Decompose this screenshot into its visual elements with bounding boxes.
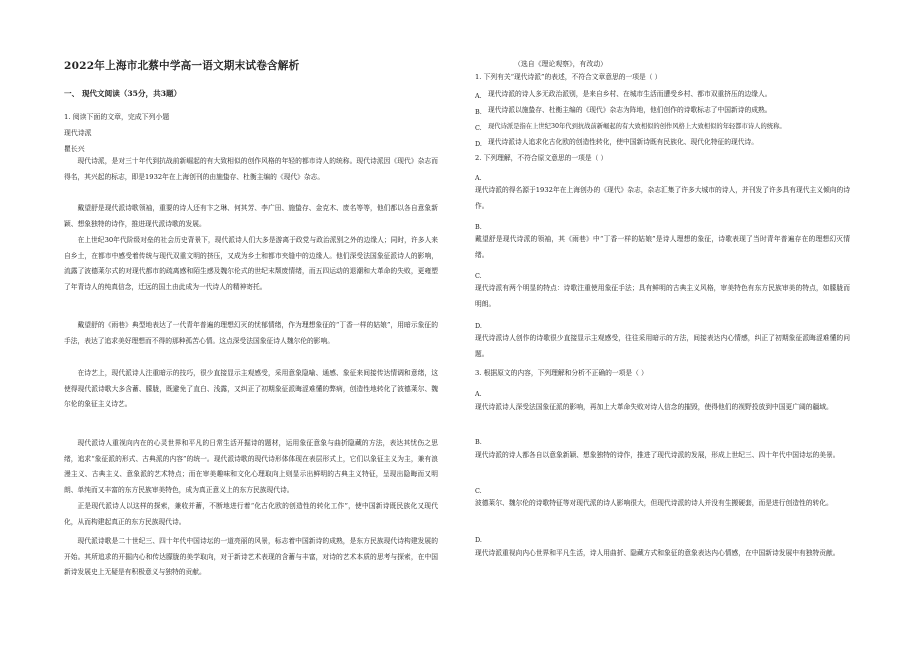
option-text: 现代诗派的得名源于1932年在上海创办的《现代》杂志，杂志汇集了许多大城市的诗人，并刊发了许多具有现代主义倾向的诗作。 <box>475 186 850 210</box>
article-author: 瞿长兴 <box>64 145 85 153</box>
option-text: 现代诗派是指在上世纪30年代到抗战前新崛起的有大致相似的创作风格上大致相似的年轻都市诗人的统称。 <box>488 123 786 130</box>
question-stem: 1. 下列有关“现代诗派”的表述，不符合文章意思的一项是（ ） <box>475 73 662 81</box>
source-note: （选自《理论观察》，有改动） <box>514 60 608 68</box>
question-intro: 1. 阅读下面的文章，完成下列小题 <box>64 113 170 121</box>
option-text: 戴望舒是现代诗派的领袖，其《雨巷》中“丁香一样的姑娘”是诗人理想的象征，诗歌表现了当时青年普遍存在的理想幻灭情绪。 <box>475 235 850 259</box>
option-letter: A. <box>475 92 482 100</box>
option-text: 现代诗派以施蛰存、杜衡主编的《现代》杂志为阵地，他们创作的诗歌标志了中国新诗的成熟。 <box>488 106 772 114</box>
option-letter: D. <box>475 140 482 148</box>
option-letter: D. <box>475 322 482 330</box>
option-text: 现代诗派的诗人都各自以意象新颖、想象独特的诗作，推进了现代诗派的发展，形成上世纪三、四十年代中国诗坛的美景。 <box>475 451 840 459</box>
option-text: 波德莱尔、魏尔伦的诗歌特征等对现代派的诗人影响很大，但现代诗派的诗人并没有生搬硬套，而是进行创造性的转化。 <box>475 499 833 507</box>
question-stem: 3. 根据原文的内容，下列理解和分析不正确的一项是（ ） <box>475 369 648 377</box>
paragraph: 在诗艺上，现代派诗人注重暗示的技巧，很少直接显示主观感受，采用意象隐喻、通感、象征来间接传达情调和意绪，这使得现代派诗歌大多含蓄、朦胧，既避免了直白、浅露，又纠正了初期象征派晦涩难懂的弊病，创造性地转化了波德莱尔、魏尔伦的象征主义诗艺。 <box>64 369 438 409</box>
option-letter: A. <box>475 390 482 398</box>
option-letter: A. <box>475 174 482 182</box>
option-letter: B. <box>475 108 482 116</box>
page-title: 2022年上海市北蔡中学高一语文期末试卷含解析 <box>64 60 300 72</box>
paragraph: 在上世纪30年代阶级对垒的社会历史背景下，现代派诗人们大多是游离于政党与政治派别之外的边缘人；同时，许多人来自乡土，在都市中感受着传统与现代双重文明的挤压，又成为乡土和都市夹缝中的边缘人。他们深受法国象征派诗人的影响，流露了波德莱尔式的对现代都市的疏离感和陌生感及魏尔伦式的世纪末颓废情绪，而五四运动的退潮和大革命的失败，更雍塑了年青诗人的纯真信念，迁远的国土由此成为一代诗人的精神寄托。 <box>64 236 438 291</box>
option-text: 现代诗派诗人追求化古化欧的创造性转化，使中国新诗既有民族化、现代化特征的现代诗。 <box>488 138 759 146</box>
paragraph: 戴望舒是现代派诗歌领袖，重要的诗人还有卞之琳、何其芳、李广田、施蛰存、金克木、废名等等，他们都以各自意象新颖、想象独特的诗作，推进现代派诗歌的发展。 <box>64 204 438 228</box>
paragraph: 现代派诗歌是二十世纪三、四十年代中国诗坛的一道亮丽的风景，标志着中国新诗的成熟，是东方民族现代诗构建发展的开始。其所追求的开掘内心和传达朦胧的美学取向，对于新诗艺术表现的含蓄与丰富，对诗的艺术本质的思考与探索，在中国新诗发展史上无疑是有积极意义与独特的贡献。 <box>64 537 438 577</box>
paragraph: 正是现代派诗人以这样的探索，兼收并蓄，不断地进行着“化古化欧的创造性的转化工作”，使中国新诗既民族化又现代化，从而构建起真正的东方民族现代诗。 <box>64 502 438 526</box>
article-title: 现代诗派 <box>64 129 92 137</box>
option-letter: B. <box>475 223 482 231</box>
option-letter: C. <box>475 487 482 495</box>
option-letter: D. <box>475 536 482 544</box>
option-text: 现代诗派诗人深受法国象征派的影响，再加上大革命失败对诗人信念的摧毁，使得他们的视野投放到中国更广阔的疆域。 <box>475 403 833 411</box>
section-heading: 一、 现代文阅读（35分，共3题） <box>64 89 182 98</box>
option-letter: B. <box>475 438 482 446</box>
paragraph: 现代诗派，是对三十年代到抗战前新崛起的有大致相似的创作风格的年轻的都市诗人的统称。现代诗派因《现代》杂志而得名，其兴起的标志，即是1932年在上海创刊的由施蛰存、杜衡主编的《现代》杂志。 <box>64 157 438 181</box>
paragraph: 现代派诗人重视向内在的心灵世界和平凡的日常生活开掘诗的题材，运用象征意象与曲折隐藏的方法，表达其忧伤之思绪，追求“象征派的形式、古典派的内容”的统一。现代派诗歌的现代诗形体体现在表层形式上，它们以象征主义为主，兼有浪漫主义、古典主义、意象派的艺术特点；而在审美趣味和文化心理取向上则显示出鲜明的古典主义特征，呈现出隐晦而又明朗、单纯而又丰富的东方民族审美特色，成为真正意义上的东方民族现代诗。 <box>64 439 438 494</box>
question-stem: 2. 下列理解，不符合原文意思的一项是（ ） <box>475 154 608 162</box>
option-text: 现代诗派诗人创作的诗歌很少直接显示主观感受，往往采用暗示的方法，间接表达内心情感，纠正了初期象征派晦涩难懂的问题。 <box>475 334 850 358</box>
option-letter: C. <box>475 272 482 280</box>
option-text: 现代诗派有两个明显的特点：诗歌注重使用象征手法；具有鲜明的古典主义风格，审美特色有东方民族审美的特点，如朦胧而明朗。 <box>475 284 850 308</box>
option-letter: C. <box>475 124 482 132</box>
option-text: 现代诗派的诗人多无政治派别，是来自乡村、在城市生活而遭受乡村、都市双重挤压的边缘人。 <box>488 90 772 98</box>
paragraph: 戴望舒的《雨巷》典型地表达了一代青年普遍的理想幻灭的忧郁情绪，作为理想象征的“丁香一样的姑娘”，用暗示象征的手法，表达了追求美好理想而不得的那种孤苦心情。这点深受法国象征诗人魏尔伦的影响。 <box>64 321 438 345</box>
option-text: 现代诗派重视向内心世界和平凡生活，诗人用曲折、隐藏方式和象征的意象表达内心情感，在中国新诗发展中有独特贡献。 <box>475 549 840 557</box>
